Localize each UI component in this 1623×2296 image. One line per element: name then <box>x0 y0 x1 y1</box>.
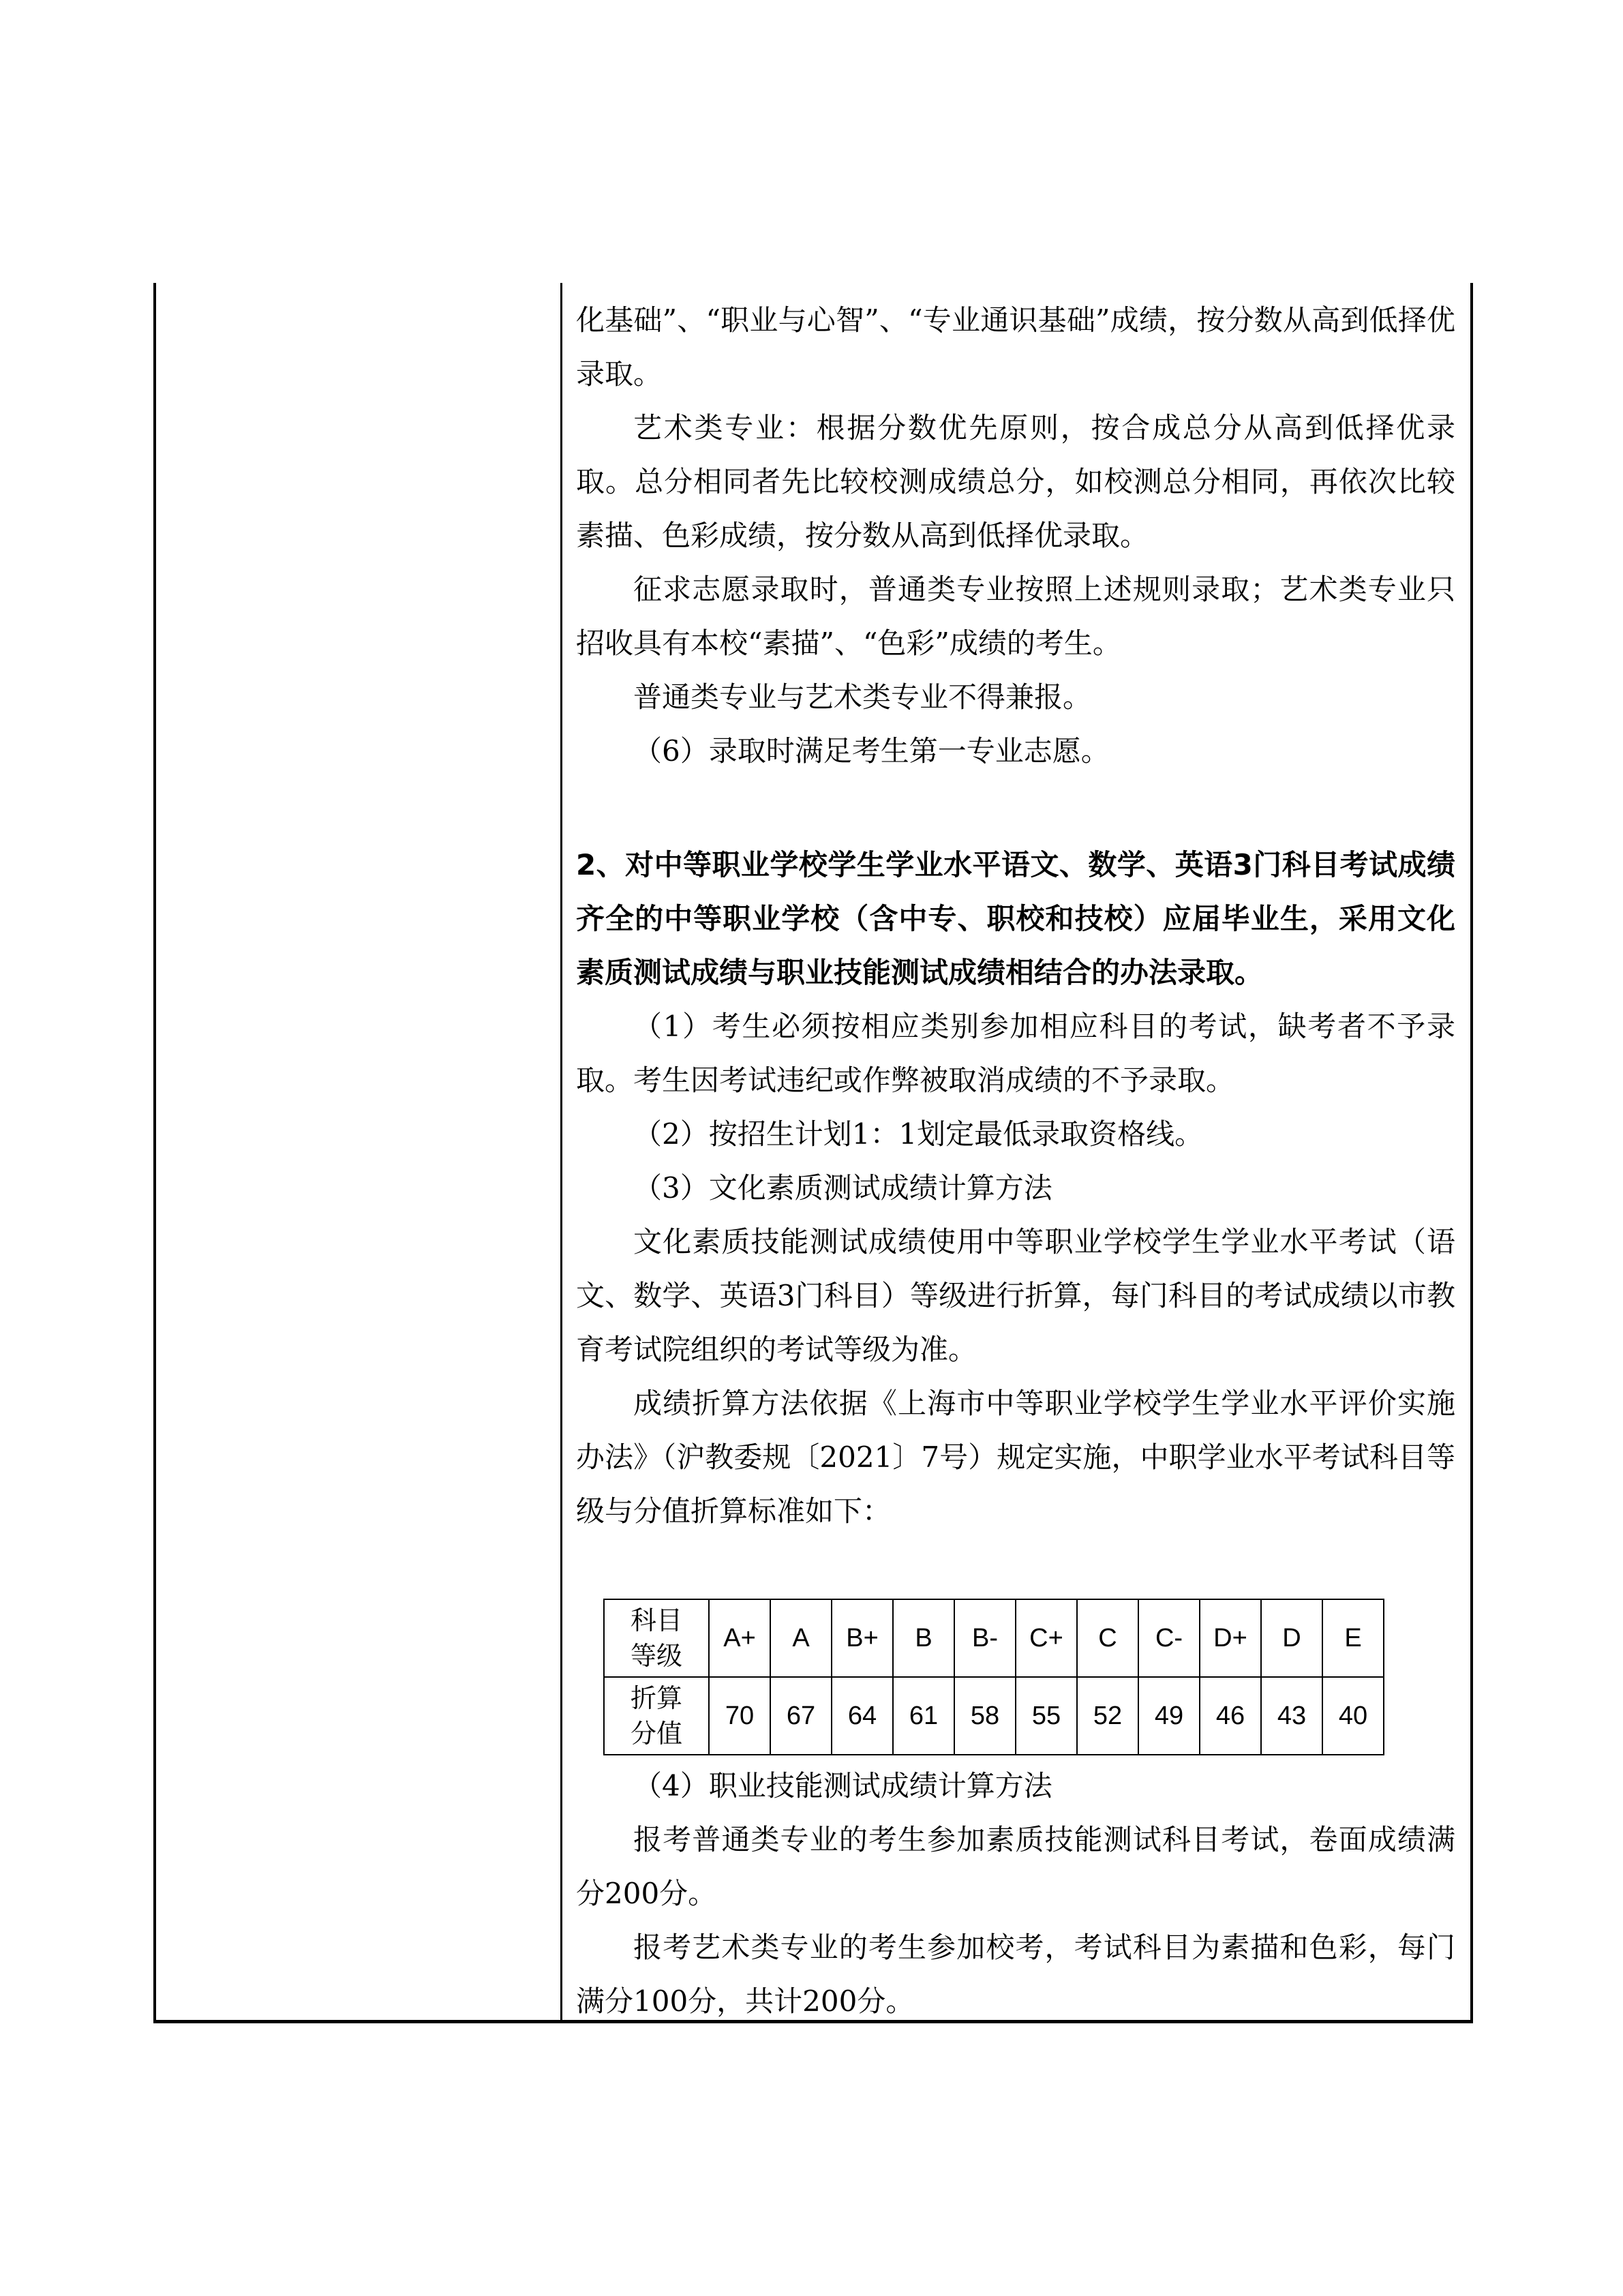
paragraph-art-school-test: 报考艺术类专业的考生参加校考，考试科目为素描和色彩，每门满分100分，共计200分。 <box>576 1931 1455 2018</box>
grade-cell: D <box>1261 1599 1322 1677</box>
header-text-line1: 折算 <box>630 1683 682 1713</box>
grade-cell: B <box>893 1599 954 1677</box>
grade-cell: C+ <box>1016 1599 1077 1677</box>
header-text-line1: 科目 <box>630 1605 682 1635</box>
score-cell: 49 <box>1138 1677 1200 1755</box>
row-header-grade <box>604 1599 709 1677</box>
content-column <box>576 293 1455 1538</box>
header-text-line2: 等级 <box>630 1641 682 1671</box>
column-divider <box>560 283 562 2023</box>
table-row-grades <box>604 1599 1384 1677</box>
paragraph-conversion-basis: 成绩折算方法依据《上海市中等职业学校学生学业水平评价实施办法》（沪教委规〔2021〕7号）规定实施，中职学业水平考试科目等级与分值折算标准如下： <box>576 1387 1455 1528</box>
score-cell: 43 <box>1261 1677 1322 1755</box>
grade-cell: E <box>1322 1599 1384 1677</box>
score-cell: 52 <box>1077 1677 1138 1755</box>
grade-cell: C- <box>1138 1599 1200 1677</box>
score-cell: 55 <box>1016 1677 1077 1755</box>
paragraph-continuation: 化基础”、“职业与心智”、“专业通识基础”成绩，按分数从高到低择优录取。 <box>576 303 1455 391</box>
paragraph-no-dual-apply: 普通类专业与艺术类专业不得兼报。 <box>633 680 1092 714</box>
grade-cell: A <box>770 1599 832 1677</box>
paragraph-solicit-volunteer: 征求志愿录取时，普通类专业按照上述规则录取；艺术类专业只招收具有本校“素描”、“色彩”成绩的考生。 <box>576 573 1455 660</box>
row-header-score <box>604 1677 709 1755</box>
header-text-line2: 分值 <box>630 1719 682 1749</box>
score-cell: 46 <box>1200 1677 1261 1755</box>
table-row-scores <box>604 1677 1384 1755</box>
grade-cell: B+ <box>832 1599 893 1677</box>
paragraph-item-4: （4）职业技能测试成绩计算方法 <box>633 1769 1052 1802</box>
score-cell: 67 <box>770 1677 832 1755</box>
grade-cell: C <box>1077 1599 1138 1677</box>
grade-conversion-table <box>603 1599 1384 1755</box>
content-after-table <box>576 1759 1455 2028</box>
paragraph-item-1: （1）考生必须按相应类别参加相应科目的考试，缺考者不予录取。考生因考试违纪或作弊被取消成绩的不予录取。 <box>576 1010 1455 1097</box>
section-2-heading: 2、对中等职业学校学生学业水平语文、数学、英语3门科目考试成绩齐全的中等职业学校（含中专、职校和技校）应届毕业生，采用文化素质测试成绩与职业技能测试成绩相结合的办法录取。 <box>576 848 1455 989</box>
score-cell: 70 <box>709 1677 770 1755</box>
grade-cell: B- <box>954 1599 1016 1677</box>
grade-cell: D+ <box>1200 1599 1261 1677</box>
score-cell: 64 <box>832 1677 893 1755</box>
score-cell: 61 <box>893 1677 954 1755</box>
paragraph-general-skill-test: 报考普通类专业的考生参加素质技能测试科目考试，卷面成绩满分200分。 <box>576 1823 1455 1910</box>
spacer <box>576 778 1455 838</box>
paragraph-first-choice: （6）录取时满足考生第一专业志愿。 <box>633 734 1110 768</box>
paragraph-culture-score: 文化素质技能测试成绩使用中等职业学校学生学业水平考试（语文、数学、英语3门科目）等级进行折算，每门科目的考试成绩以市教育考试院组织的考试等级为准。 <box>576 1225 1455 1366</box>
score-cell: 58 <box>954 1677 1016 1755</box>
score-cell: 40 <box>1322 1677 1384 1755</box>
grade-cell: A+ <box>709 1599 770 1677</box>
paragraph-item-2: （2）按招生计划1：1划定最低录取资格线。 <box>633 1117 1204 1151</box>
paragraph-art-majors: 艺术类专业：根据分数优先原则，按合成总分从高到低择优录取。总分相同者先比较校测成绩总分，如校测总分相同，再依次比较素描、色彩成绩，按分数从高到低择优录取。 <box>576 411 1455 552</box>
paragraph-item-3: （3）文化素质测试成绩计算方法 <box>633 1171 1052 1205</box>
